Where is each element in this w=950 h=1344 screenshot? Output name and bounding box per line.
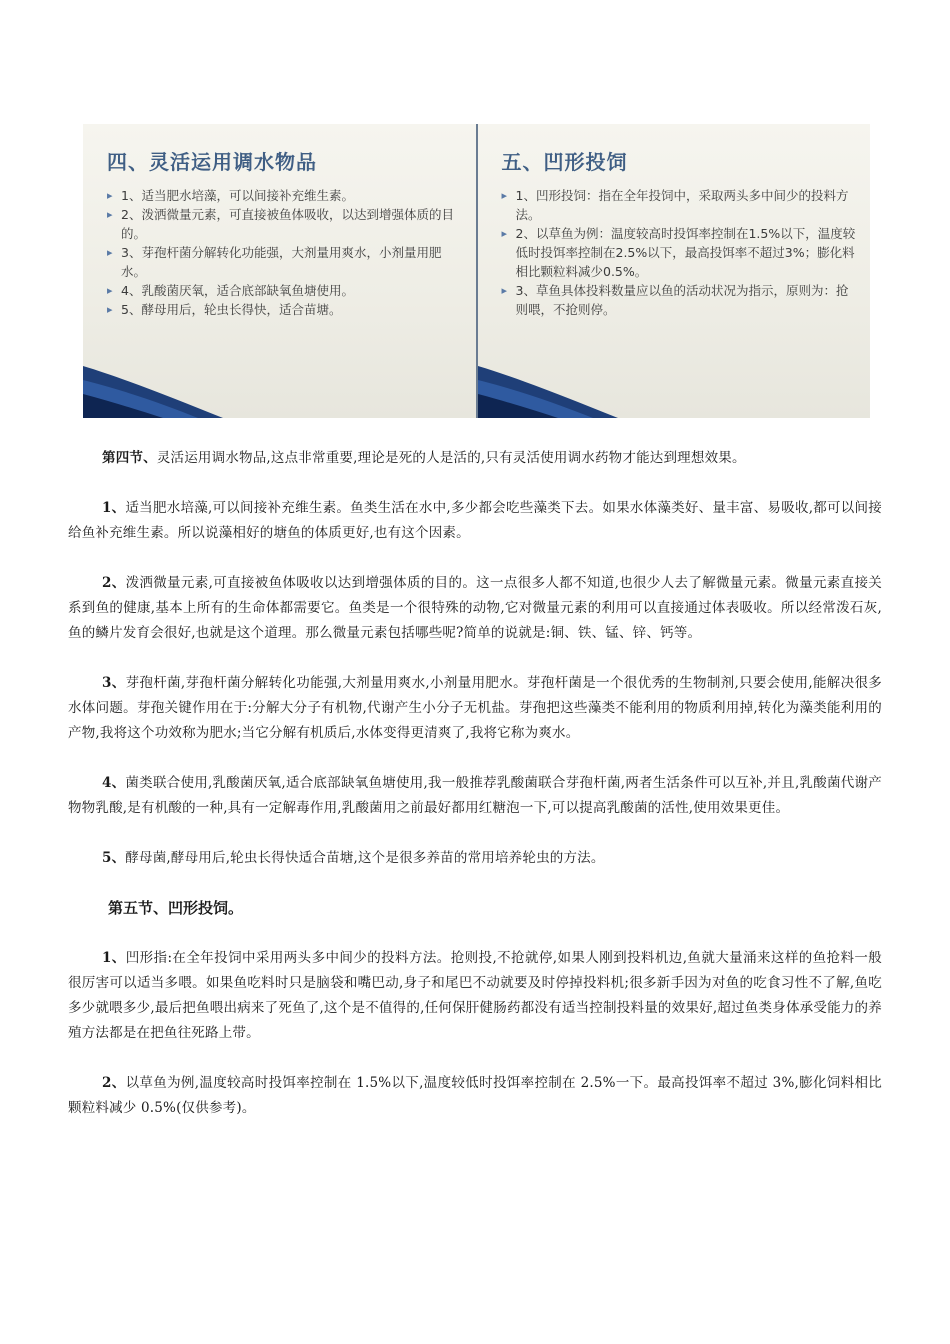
slide-bullet: ▸ 4、乳酸菌厌氧，适合底部缺氧鱼塘使用。 [107, 281, 462, 300]
slide-bullet: ▸ 3、芽孢杆菌分解转化功能强，大剂量用爽水，小剂量用肥水。 [107, 243, 462, 281]
section5-paragraph-2: 2、以草鱼为例,温度较高时投饵率控制在 1.5%以下,温度较低时投饵率控制在 2.5%一下。最高投饵率不超过 3%,膨化饲料相比颗粒料减少 0.5%(仅供参考)。 [68, 1075, 882, 1116]
slide-bullet: ▸ 2、泼洒微量元素，可直接被鱼体吸收，以达到增强体质的目的。 [107, 205, 462, 243]
slide-title: 五、凹形投饲 [501, 150, 628, 174]
slide-bullet: ▸ 5、酵母用后，轮虫长得快，适合苗塘。 [107, 300, 462, 319]
slide-bullet: ▸ 2、以草鱼为例：温度较高时投饵率控制在1.5%以下，温度较低时投饵率控制在2.5%以下，最高投饵率不超过3%；膨化料相比颗粒料减少0.5%。 [502, 224, 857, 281]
slide-bullet: ▸ 1、凹形投饲：指在全年投饲中，采取两头多中间少的投料方法。 [502, 186, 857, 224]
section4-paragraph-2: 2、泼洒微量元素,可直接被鱼体吸收以达到增强体质的目的。这一点很多人都不知道,也很少人去了解微量元素。微量元素直接关系到鱼的健康,基本上所有的生命体都需要它。鱼类是一个很特殊的动物,它对微量元素的利用可以直接通过体表吸收。所以经常泼石灰,鱼的鳞片发育会很好,也就是这个道理。那么微量元素包括哪些呢?简单的说就是:铜、铁、锰、锌、钙等。 [68, 575, 883, 641]
section4-paragraph-3: 3、芽孢杆菌,芽孢杆菌分解转化功能强,大剂量用爽水,小剂量用肥水。芽孢杆菌是一个很优秀的生物制剂,只要会使用,能解决很多水体问题。芽孢关键作用在于:分解大分子有机物,代谢产生小分子无机盐。芽孢把这些藻类不能利用的物质利用掉,转化为藻类能利用的产物,我将这个功效称为肥水;当它分解有机质后,水体变得更清爽了,我将它称为爽水。 [68, 675, 882, 741]
article-body [68, 446, 882, 1121]
slide-right [476, 124, 871, 418]
section4-intro: 第四节、灵活运用调水物品,这点非常重要,理论是死的人是活的,只有灵活使用调水药物才能达到理想效果。 [102, 450, 746, 466]
section4-paragraph-4: 4、菌类联合使用,乳酸菌厌氧,适合底部缺氧鱼塘使用,我一般推荐乳酸菌联合芽孢杆菌,两者生活条件可以互补,并且,乳酸菌代谢产物物乳酸,是有机酸的一种,具有一定解毒作用,乳酸菌用之前最好都用红糖泡一下,可以提高乳酸菌的活性,使用效果更佳。 [68, 775, 883, 816]
slide-bullet-list [502, 186, 857, 319]
section4-heading: 第四节、 [102, 450, 157, 466]
section4-paragraph-1: 1、适当肥水培藻,可以间接补充维生素。鱼类生活在水中,多少都会吃些藻类下去。如果水体藻类好、量丰富、易吸收,都可以间接给鱼补充维生素。所以说藻相好的塘鱼的体质更好,也有这个因素。 [68, 500, 882, 541]
slide-bullet: ▸ 3、草鱼具体投料数量应以鱼的活动状况为指示，原则为：抢则喂，不抢则停。 [502, 281, 857, 319]
slide-bullet-list [107, 186, 462, 319]
slide-images [83, 124, 870, 418]
slide-title: 四、灵活运用调水物品 [107, 150, 317, 174]
section5-paragraph-1: 1、凹形指:在全年投饲中采用两头多中间少的投料方法。抢则投,不抢就停,如果人刚到投料机边,鱼就大量涌来这样的鱼抢料一般很厉害可以适当多喂。如果鱼吃料时只是脑袋和嘴巴动,身子和尾巴不动就要及时停掉投料机;很多新手因为对鱼的吃食习性不了解,鱼吃多少就喂多少,最后把鱼喂出病来了死鱼了,这个是不值得的,任何保肝健肠药都没有适当控制投料量的效果好,超过鱼类身体承受能力的养殖方法都是在把鱼往死路上带。 [68, 950, 883, 1041]
section5-heading: 第五节、凹形投饲。 [108, 899, 244, 917]
slide-left [83, 124, 476, 418]
section4-paragraph-5: 5、酵母菌,酵母用后,轮虫长得快适合苗塘,这个是很多养苗的常用培养轮虫的方法。 [102, 850, 605, 866]
slide-swoosh-decoration [83, 358, 223, 418]
slide-swoosh-decoration [478, 358, 618, 418]
slide-bullet: ▸ 1、适当肥水培藻，可以间接补充维生素。 [107, 186, 462, 205]
